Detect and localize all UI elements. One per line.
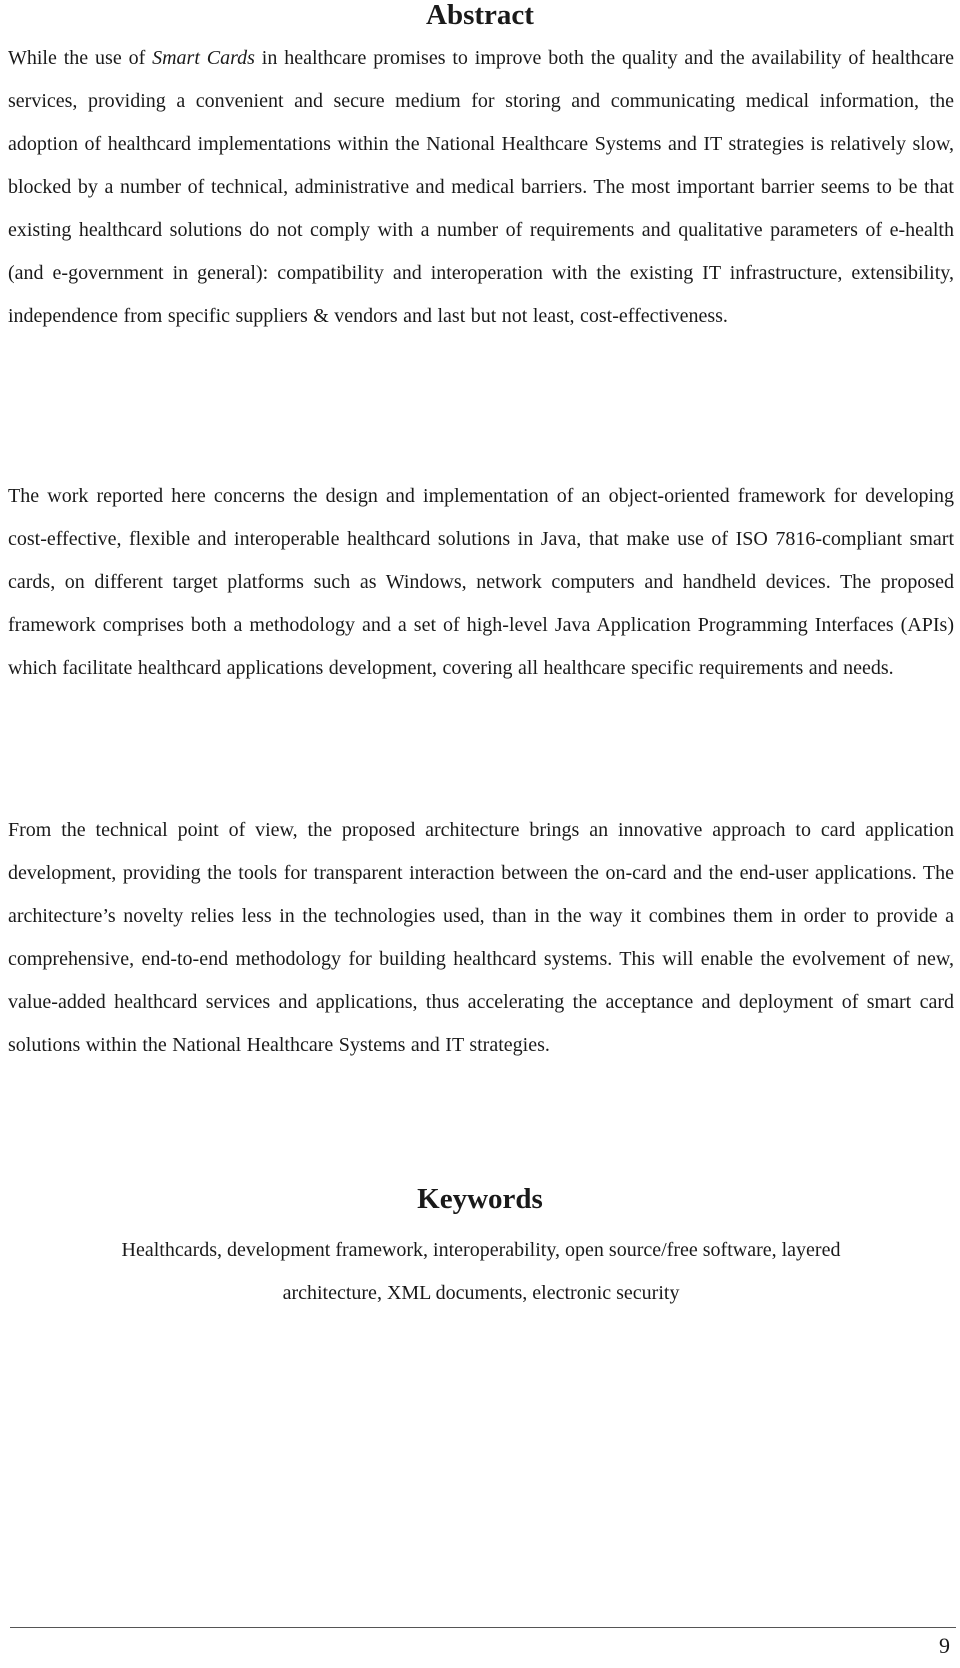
keywords-line-2: architecture, XML documents, electronic security (282, 1282, 680, 1304)
page-number: 9 (939, 1633, 950, 1658)
paragraph-text-start: While the use of (8, 47, 153, 69)
abstract-paragraph-2: The work reported here concerns the design and implementation of an object-oriented framework for developing cost-effective, flexible and interoperable healthcard solutions in Java, that make use of ISO 7816-compliant smart cards, on different target platforms such as Windows, network computers and handheld devices. The proposed framework comprises both a methodology and a set of high-level Java Application Programming Interfaces (APIs) which facilitate healthcard applications development, covering all healthcare specific requirements and needs. (8, 485, 954, 679)
smart-cards-term: Smart Cards (152, 47, 255, 69)
abstract-heading: Abstract (426, 0, 534, 31)
paragraph-text-rest: in healthcare promises to improve both the quality and the availability of healthcare services, providing a convenient and secure medium for storing and communicating medical information, the adoption of healthcard implementations within the National Healthcare Systems and IT strategies is relatively slow, blocked by a number of technical, administrative and medical barriers. The most important barrier seems to be that existing healthcard solutions do not comply with a number of requirements and qualitative parameters of e-health (and e-government in general): compatibility and interoperation with the existing IT infrastructure, extensibility, independence from specific suppliers & vendors and last but not least, cost-effectiveness. (8, 47, 955, 327)
abstract-paragraph-1 (8, 37, 954, 338)
keywords-list (18, 1229, 944, 1315)
keywords-line-1: Healthcards, development framework, interoperability, open source/free software, layered (121, 1239, 841, 1261)
keywords-heading: Keywords (417, 1183, 543, 1215)
abstract-paragraph-3: From the technical point of view, the proposed architecture brings an innovative approach to card application development, providing the tools for transparent interaction between the on-card and the end-user applications. The architecture’s novelty relies less in the technologies used, than in the way it combines them in order to provide a comprehensive, end-to-end methodology for building healthcard systems. This will enable the evolvement of new, value-added healthcard services and applications, thus accelerating the acceptance and deployment of smart card solutions within the National Healthcare Systems and IT strategies. (8, 819, 954, 1056)
footer-rule (10, 1627, 956, 1628)
